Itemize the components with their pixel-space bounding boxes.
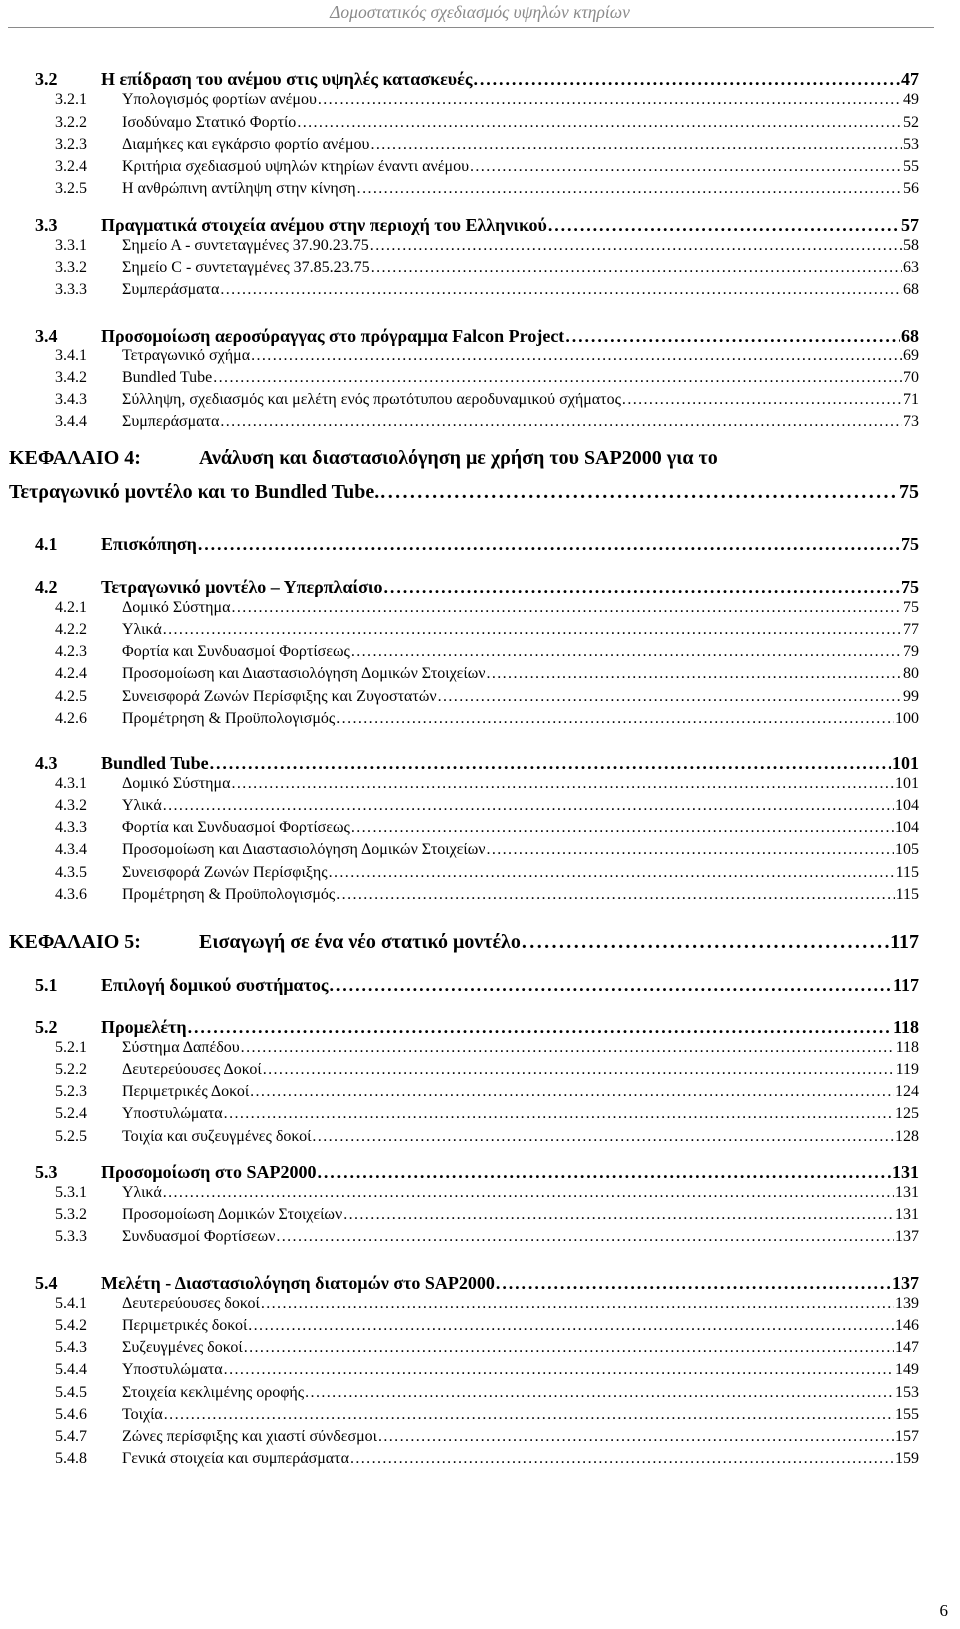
toc-entry-number: 4.3: [35, 753, 58, 773]
dot-leader: [251, 347, 902, 365]
toc-subsection-entry[interactable]: [55, 1384, 919, 1402]
toc-page-number: 63: [903, 259, 919, 276]
toc-entry-title: Δομικό Σύστημα: [122, 599, 231, 616]
toc-entry-number: 3.4.3: [55, 391, 87, 408]
dot-leader: [232, 599, 903, 617]
dot-leader: [329, 864, 895, 882]
toc-entry-number: 5.1: [35, 975, 58, 995]
toc-entry-title: Διαμήκες και εγκάρσιο φορτίο ανέμου: [122, 136, 370, 153]
toc-subsection-entry[interactable]: [55, 136, 919, 154]
toc-subsection-entry[interactable]: [55, 1295, 919, 1313]
toc-entry-number: 4.2.6: [55, 710, 87, 727]
toc-entry-number: 5.2.2: [55, 1061, 87, 1078]
toc-section-entry[interactable]: [35, 1273, 919, 1294]
dot-leader: [297, 114, 902, 132]
running-header-title: Δομοστατικός σχεδιασμός υψηλών κτηρίων: [330, 2, 630, 22]
toc-section-entry[interactable]: [35, 975, 919, 996]
toc-entry-number: 5.3.2: [55, 1206, 87, 1223]
toc-entry-title: Επισκόπηση: [101, 534, 197, 554]
toc-page-number: 79: [903, 643, 919, 660]
toc-entry-title: Υλικά: [122, 1184, 162, 1201]
toc-page-number: 139: [895, 1295, 919, 1312]
toc-page-number: 128: [895, 1128, 919, 1145]
toc-page-number: 55: [903, 158, 919, 175]
toc-entry-number: 3.2.4: [55, 158, 87, 175]
dot-leader: [336, 886, 894, 904]
dot-leader: [384, 577, 900, 598]
dot-leader: [317, 1162, 891, 1183]
dot-leader: [370, 136, 902, 154]
toc-subsection-entry[interactable]: [55, 710, 919, 728]
dot-leader: [241, 1039, 895, 1057]
toc-entry-number: 3.2.1: [55, 91, 87, 108]
toc-entry-title: Συνδυασμοί Φορτίσεων: [122, 1228, 276, 1245]
toc-page-number: 105: [895, 841, 919, 858]
toc-page-number: 146: [895, 1317, 919, 1334]
dot-leader: [371, 259, 902, 277]
toc-page-number: 100: [895, 710, 919, 727]
toc-entry-title: Στοιχεία κεκλιμένης οροφής: [122, 1384, 305, 1401]
page-number: 6: [939, 1601, 948, 1620]
toc-page-number: 131: [895, 1184, 919, 1201]
toc-section-entry[interactable]: [35, 69, 919, 90]
dot-leader: [198, 534, 900, 555]
toc-page-number: 75: [901, 534, 919, 554]
toc-entry-title: Η ανθρώπινη αντίληψη στην κίνηση: [122, 180, 356, 197]
toc-page-number: 49: [903, 91, 919, 108]
dot-leader: [164, 1406, 894, 1424]
toc-entry-number: 5.2.4: [55, 1105, 87, 1122]
toc-chapter-title-line2: Τετραγωνικό μοντέλο και το Bundled Tube.: [9, 481, 380, 503]
toc-entry-title: Ισοδύναμο Στατικό Φορτίο: [122, 114, 297, 131]
toc-subsection-entry[interactable]: [55, 1406, 919, 1424]
toc-entry-number: 3.3: [35, 215, 58, 235]
toc-page-number: 104: [895, 797, 919, 814]
dot-leader: [351, 643, 902, 661]
toc-page-number: 99: [903, 688, 919, 705]
toc-subsection-entry[interactable]: [55, 158, 919, 176]
dot-leader: [318, 91, 902, 109]
dot-leader: [622, 391, 902, 409]
toc-entry-number: 4.3.6: [55, 886, 87, 903]
toc-page-number: 57: [901, 215, 919, 235]
toc-entry-number: 5.4.7: [55, 1428, 87, 1445]
toc-page-number: 56: [903, 180, 919, 197]
toc-entry-number: 3.2: [35, 69, 58, 89]
toc-entry-title: Σημείο C - συντεταγμένες 37.85.23.75: [122, 259, 370, 276]
toc-page-number: 125: [895, 1105, 919, 1122]
dot-leader: [438, 688, 902, 706]
toc-entry-title: Bundled Tube: [122, 369, 213, 386]
toc-entry-title: Περιμετρικές Δοκοί: [122, 1083, 250, 1100]
toc-entry-title: Υποστυλώματα: [122, 1105, 223, 1122]
toc-entry-title: Σημείο Α - συντεταγμένες 37.90.23.75: [122, 237, 369, 254]
toc-page-number: 47: [901, 69, 919, 89]
toc-entry-title: Φορτία και Συνδυασμοί Φορτίσεως: [122, 819, 350, 836]
toc-subsection-entry[interactable]: [55, 1061, 919, 1079]
toc-page-number: 149: [895, 1361, 919, 1378]
toc-entry-title: Τοιχία και συζευγμένες δοκοί: [122, 1128, 312, 1145]
toc-subsection-entry[interactable]: [55, 237, 919, 255]
toc-page-number: 131: [892, 1162, 919, 1182]
toc-page-number: 159: [895, 1450, 919, 1467]
toc-page-number: 71: [903, 391, 919, 408]
toc-entry-number: 4.1: [35, 534, 58, 554]
toc-page-number: 118: [895, 1039, 919, 1056]
toc-page-number: 118: [892, 1017, 919, 1037]
toc-section-entry[interactable]: [35, 215, 919, 236]
dot-leader: [248, 1317, 894, 1335]
dot-leader: [276, 1228, 894, 1246]
toc-entry-number: 3.2.2: [55, 114, 87, 131]
toc-section-entry[interactable]: [35, 753, 919, 774]
toc-subsection-entry[interactable]: [55, 643, 919, 661]
toc-subsection-entry[interactable]: [55, 1317, 919, 1335]
toc-entry-number: 4.2.4: [55, 665, 87, 682]
toc-entry-number: 5.2.1: [55, 1039, 87, 1056]
toc-subsection-entry[interactable]: [55, 413, 919, 431]
toc-page-number: 70: [903, 369, 919, 386]
dot-leader: [496, 1273, 891, 1294]
toc-entry-title: Προσομοίωση και Διαστασιολόγηση Δομικών Στοιχείων: [122, 665, 486, 682]
toc-entry-title: Η επίδραση του ανέμου στις υψηλές κατασκευές: [101, 69, 473, 89]
toc-entry-title: Προσομοίωση και Διαστασιολόγηση Δομικών Στοιχείων: [122, 841, 486, 858]
dot-leader: [486, 665, 902, 683]
toc-subsection-entry[interactable]: [55, 369, 919, 387]
dot-leader: [263, 1061, 895, 1079]
dot-leader: [305, 1384, 894, 1402]
toc-page-number: 117: [890, 931, 919, 953]
toc-page-number: 119: [895, 1061, 919, 1078]
toc-subsection-entry[interactable]: [55, 665, 919, 683]
toc-subsection-entry[interactable]: [55, 1428, 919, 1446]
toc-page-number: 53: [903, 136, 919, 153]
toc-subsection-entry[interactable]: [55, 1039, 919, 1057]
toc-chapter-title: Ανάλυση και διαστασιολόγηση με χρήση του SAP2000 για το: [199, 447, 718, 469]
toc-entry-number: 5.3: [35, 1162, 58, 1182]
dot-leader: [163, 797, 894, 815]
dot-leader: [213, 369, 902, 387]
toc-entry-title: Προσομοίωση Δομικών Στοιχείων: [122, 1206, 343, 1223]
toc-entry-number: 5.4.1: [55, 1295, 87, 1312]
dot-leader: [370, 237, 902, 255]
toc-page-number: 104: [895, 819, 919, 836]
toc-entry-title: Συνεισφορά Ζωνών Περίσφιξης και Ζυγοστατών: [122, 688, 437, 705]
toc-subsection-entry[interactable]: [55, 259, 919, 277]
dot-leader: [163, 1184, 894, 1202]
page-header: [0, 0, 960, 28]
toc-entry-number: 5.3.3: [55, 1228, 87, 1245]
toc-section-entry[interactable]: [35, 577, 919, 598]
toc-subsection-entry[interactable]: [55, 114, 919, 132]
toc-entry-title: Συμπεράσματα: [122, 281, 220, 298]
dot-leader: [244, 1339, 894, 1357]
toc-entry-title: Μελέτη - Διαστασιολόγηση διατομών στο SAP2000: [101, 1273, 495, 1293]
toc-entry-title: Bundled Tube: [101, 753, 209, 773]
toc-entry-title: Φορτία και Συνδυασμοί Φορτίσεως: [122, 643, 350, 660]
dot-leader: [224, 1105, 894, 1123]
dot-leader: [261, 1295, 894, 1313]
toc-subsection-entry[interactable]: [55, 688, 919, 706]
toc-entry-number: 5.4.3: [55, 1339, 87, 1356]
dot-leader: [329, 975, 892, 996]
dot-leader: [565, 326, 900, 347]
dot-leader: [232, 775, 895, 793]
toc-entry-number: 3.4.2: [55, 369, 87, 386]
toc-page-number: 69: [903, 347, 919, 364]
toc-subsection-entry[interactable]: [55, 819, 919, 837]
toc-entry-title: Δομικό Σύστημα: [122, 775, 231, 792]
toc-entry-number: 5.4.6: [55, 1406, 87, 1423]
toc-entry-number: 5.4.5: [55, 1384, 87, 1401]
toc-subsection-entry[interactable]: [55, 886, 919, 904]
dot-leader: [163, 621, 902, 639]
dot-leader: [378, 1428, 894, 1446]
toc-subsection-entry[interactable]: [55, 797, 919, 815]
toc-entry-number: 4.2.1: [55, 599, 87, 616]
toc-subsection-entry[interactable]: [55, 91, 919, 109]
toc-entry-title: Επιλογή δομικού συστήματος: [101, 975, 329, 995]
dot-leader: [380, 481, 898, 504]
dot-leader: [336, 710, 894, 728]
toc-entry-number: 5.3.1: [55, 1184, 87, 1201]
dot-leader: [548, 215, 900, 236]
toc-entry-number: 3.3.2: [55, 259, 87, 276]
toc-entry-number: 4.2.3: [55, 643, 87, 660]
toc-subsection-entry[interactable]: [55, 1361, 919, 1379]
dot-leader: [357, 180, 902, 198]
toc-entry-number: 4.3.5: [55, 864, 87, 881]
toc-entry-number: 5.4.8: [55, 1450, 87, 1467]
toc-entry-title: Υποστυλώματα: [122, 1361, 223, 1378]
toc-chapter-entry-continued[interactable]: [9, 481, 919, 504]
toc-subsection-entry[interactable]: [55, 347, 919, 365]
toc-entry-number: 3.2.3: [55, 136, 87, 153]
dot-leader: [350, 1450, 894, 1468]
toc-page-number: 80: [903, 665, 919, 682]
toc-entry-title: Κριτήρια σχεδιασμού υψηλών κτηρίων έναντι ανέμου: [122, 158, 469, 175]
toc-entry-title: Συζευγμένες δοκοί: [122, 1339, 243, 1356]
toc-entry-number: 5.2: [35, 1017, 58, 1037]
toc-entry-title: Προσομοίωση αεροσύραγγας στο πρόγραμμα Falcon Project: [101, 326, 565, 346]
toc-subsection-entry[interactable]: [55, 281, 919, 299]
toc-page-number: 155: [895, 1406, 919, 1423]
toc-page-number: 131: [895, 1206, 919, 1223]
toc-entry-title: Προμελέτη: [101, 1017, 187, 1037]
toc-entry-title: Δευτερεύουσες Δοκοί: [122, 1061, 262, 1078]
toc-entry-number: 4.3.3: [55, 819, 87, 836]
toc-page-number: 77: [903, 621, 919, 638]
toc-entry-number: 5.4: [35, 1273, 58, 1293]
toc-entry-number: 5.2.5: [55, 1128, 87, 1145]
dot-leader: [312, 1128, 894, 1146]
toc-page-number: 101: [895, 775, 919, 792]
toc-page-number: 137: [892, 1273, 919, 1293]
dot-leader: [486, 841, 894, 859]
dot-leader: [351, 819, 894, 837]
toc-page-number: 115: [895, 864, 919, 881]
toc-subsection-entry[interactable]: [55, 1228, 919, 1246]
toc-subsection-entry[interactable]: [55, 1083, 919, 1101]
toc-page-number: 124: [895, 1083, 919, 1100]
toc-section-entry[interactable]: [35, 326, 919, 347]
toc-entry-title: Σύστημα Δαπέδου: [122, 1039, 240, 1056]
toc-entry-number: 3.3.1: [55, 237, 87, 254]
toc-entry-title: Υλικά: [122, 797, 162, 814]
toc-entry-title: Περιμετρικές δοκοί: [122, 1317, 248, 1334]
toc-page-number: 137: [895, 1228, 919, 1245]
toc-entry-number: 4.3.1: [55, 775, 87, 792]
toc-entry-number: 4.2.5: [55, 688, 87, 705]
dot-leader: [522, 931, 889, 954]
toc-page-number: 157: [895, 1428, 919, 1445]
toc-page-number: 75: [899, 481, 919, 503]
toc-subsection-entry[interactable]: [55, 1105, 919, 1123]
toc-subsection-entry[interactable]: [55, 1184, 919, 1202]
toc-subsection-entry[interactable]: [55, 180, 919, 198]
dot-leader: [343, 1206, 894, 1224]
toc-entry-title: Υπολογισμός φορτίων ανέμου: [122, 91, 317, 108]
toc-subsection-entry[interactable]: [55, 1206, 919, 1224]
toc-entry-title: Γενικά στοιχεία και συμπεράσματα: [122, 1450, 349, 1467]
toc-page-number: 153: [895, 1384, 919, 1401]
toc-entry-title: Εισαγωγή σε ένα νέο στατικό μοντέλο: [199, 931, 521, 953]
toc-entry-title: Σύλληψη, σχεδιασμός και μελέτη ενός πρωτότυπου αεροδυναμικού σχήματος: [122, 391, 621, 408]
toc-subsection-entry[interactable]: [55, 391, 919, 409]
toc-entry-title: Δευτερεύουσες δοκοί: [122, 1295, 260, 1312]
toc-subsection-entry[interactable]: [55, 1450, 919, 1468]
toc-entry-title: Πραγματικά στοιχεία ανέμου στην περιοχή του Ελληνικού: [101, 215, 547, 235]
dot-leader: [220, 413, 902, 431]
toc-entry-title: Συνεισφορά Ζωνών Περίσφιξης: [122, 864, 328, 881]
toc-page-number: 52: [903, 114, 919, 131]
toc-entry-number: 3.4: [35, 326, 58, 346]
toc-entry-number: 4.2.2: [55, 621, 87, 638]
toc-entry-title: Τετραγωνικό μοντέλο – Υπερπλαίσιο: [101, 577, 383, 597]
toc-chapter-entry[interactable]: [9, 447, 919, 470]
dot-leader: [220, 281, 902, 299]
toc-page-number: 101: [892, 753, 919, 773]
toc-subsection-entry[interactable]: [55, 599, 919, 617]
dot-leader: [224, 1361, 894, 1379]
toc-entry-number: 3.4.1: [55, 347, 87, 364]
dot-leader: [473, 69, 900, 90]
toc-section-entry[interactable]: [35, 534, 919, 555]
header-rule: [8, 27, 934, 28]
toc-entry-number: 3.3.3: [55, 281, 87, 298]
toc-page-number: 68: [901, 326, 919, 346]
toc-section-entry[interactable]: [35, 1017, 919, 1038]
toc-page-number: 75: [901, 577, 919, 597]
toc-entry-number: 3.4.4: [55, 413, 87, 430]
toc-page-number: 68: [903, 281, 919, 298]
toc-chapter-number: ΚΕΦΑΛΑΙΟ 4:: [9, 447, 141, 469]
toc-subsection-entry[interactable]: [55, 841, 919, 859]
toc-page-number: 58: [903, 237, 919, 254]
toc-entry-number: ΚΕΦΑΛΑΙΟ 5:: [9, 931, 141, 953]
toc-page-number: 147: [895, 1339, 919, 1356]
toc-entry-number: 3.2.5: [55, 180, 87, 197]
toc-page-number: 73: [903, 413, 919, 430]
toc-section-entry[interactable]: [35, 1162, 919, 1183]
toc-entry-title: Τετραγωνικό σχήμα: [122, 347, 251, 364]
dot-leader: [250, 1083, 894, 1101]
toc-entry-number: 4.3.4: [55, 841, 87, 858]
toc-entry-title: Προμέτρηση & Προϋπολογισμός: [122, 886, 336, 903]
dot-leader: [188, 1017, 892, 1038]
toc-entry-title: Προμέτρηση & Προϋπολογισμός: [122, 710, 336, 727]
toc-subsection-entry[interactable]: [55, 1339, 919, 1357]
toc-subsection-entry[interactable]: [55, 1128, 919, 1146]
toc-chapter-entry[interactable]: [9, 931, 919, 954]
toc-entry-title: Ζώνες περίσφιξης και χιαστί σύνδεσμοι: [122, 1428, 377, 1445]
toc-subsection-entry[interactable]: [55, 864, 919, 882]
toc-entry-number: 4.3.2: [55, 797, 87, 814]
toc-entry-number: 5.4.4: [55, 1361, 87, 1378]
toc-page-number: 115: [895, 886, 919, 903]
toc-entry-title: Προσομοίωση στο SAP2000: [101, 1162, 317, 1182]
toc-entry-number: 4.2: [35, 577, 58, 597]
toc-entry-number: 5.4.2: [55, 1317, 87, 1334]
toc-entry-title: Υλικά: [122, 621, 162, 638]
toc-subsection-entry[interactable]: [55, 775, 919, 793]
toc-entry-number: 5.2.3: [55, 1083, 87, 1100]
toc-entry-title: Τοιχία: [122, 1406, 163, 1423]
toc-page-number: 117: [892, 975, 919, 995]
toc-subsection-entry[interactable]: [55, 621, 919, 639]
toc-entry-title: Συμπεράσματα: [122, 413, 220, 430]
dot-leader: [470, 158, 902, 176]
toc-page-number: 75: [903, 599, 919, 616]
dot-leader: [210, 753, 891, 774]
